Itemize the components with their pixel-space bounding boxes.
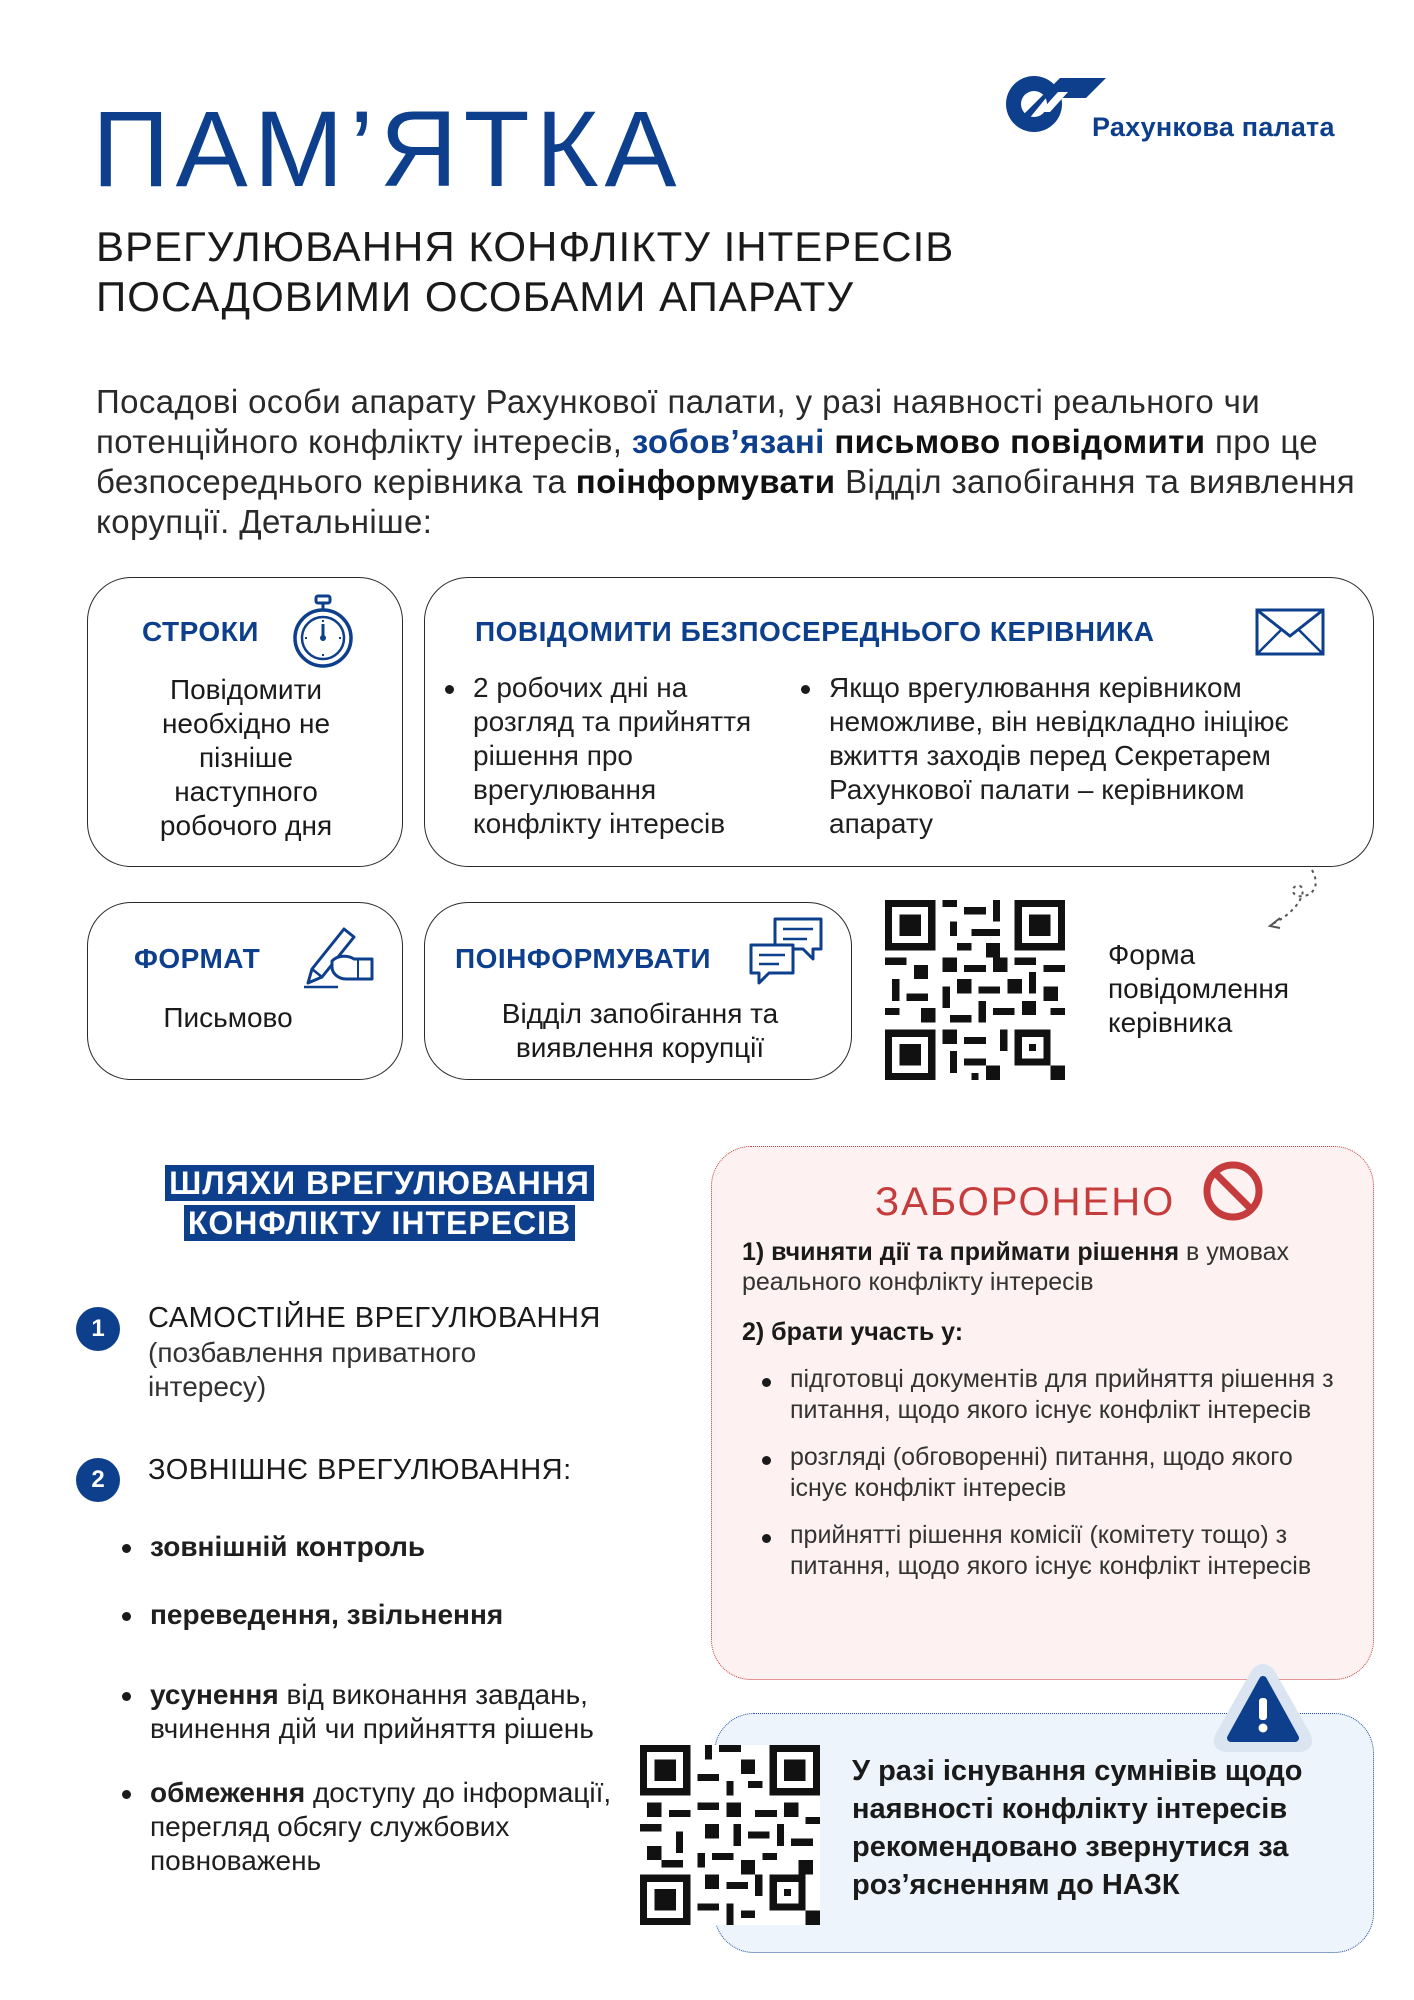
doubt-text: У разі існування сумнівів щодо наявності конфлікту інтересів рекомендовано звернутися за роз’ясненням до НАЗК [852, 1755, 1303, 1901]
prohibited-icon [1202, 1160, 1264, 1222]
terms-text: Повідомити необхідно не пізніше наступного робочого дня [159, 674, 333, 841]
stopwatch-icon [290, 594, 356, 670]
forbidden-point-1-bold: 1) вчиняти дії та приймати рішення [742, 1238, 1180, 1266]
path-self-title: САМОСТІЙНЕ ВРЕГУЛЮВАННЯ [148, 1302, 601, 1334]
list-item [116, 1776, 616, 1878]
number-badge: 1 [76, 1307, 120, 1351]
qr-code-form[interactable] [885, 900, 1065, 1080]
intro-obliged: зобов’язані [631, 423, 825, 460]
intro-notify: письмово повідомити [834, 423, 1206, 460]
warning-icon [1213, 1662, 1313, 1754]
subtitle-line: ВРЕГУЛЮВАННЯ КОНФЛІКТУ ІНТЕРЕСІВ [96, 223, 955, 270]
intro-inform: поінформувати [575, 463, 836, 500]
list-item-text: зовнішній контроль [150, 1531, 426, 1562]
writing-hand-icon [298, 921, 378, 991]
intro-text: про це безпосереднього керівника та [96, 423, 1319, 500]
list-item: 2 робочих дні на розгляд та прийняття рішення про врегулювання конфлікту інтересів [439, 671, 779, 841]
list-item-text: від виконання завдань, вчинення дій чи прийняття рішень [150, 1679, 594, 1744]
chat-bubbles-icon [747, 915, 825, 987]
external-measures-list [116, 1530, 616, 1878]
notify-bullet-list [795, 671, 1355, 841]
curved-arrow-icon [1250, 868, 1340, 948]
list-item [116, 1530, 616, 1564]
list-item [116, 1598, 616, 1632]
notify-bullet-list [439, 671, 779, 841]
paths-heading-line: ШЛЯХИ ВРЕГУЛЮВАННЯ [165, 1165, 594, 1201]
format-title: ФОРМАТ [134, 943, 261, 974]
intro-text: Посадові особи апарату Рахункової палати, у разі наявності реального чи потенційного конфлікту інтересів, [96, 383, 1261, 460]
format-card [87, 902, 403, 1080]
envelope-icon [1255, 608, 1325, 656]
list-item-text: доступу до інформації, перегляд обсягу службових повноважень [150, 1777, 612, 1876]
format-text: Письмово [163, 1002, 293, 1033]
notify-supervisor-card [424, 577, 1374, 867]
logo-text: Рахункова палата [1092, 112, 1335, 142]
forbidden-point-1-text: в умовах реального конфлікту інтересів [742, 1238, 1289, 1296]
forbidden-title: ЗАБОРОНЕНО [875, 1180, 1176, 1224]
intro-space [825, 423, 835, 460]
terms-card [87, 577, 403, 867]
page-title: ПАМ’ЯТКА [92, 88, 683, 209]
list-item-text: переведення, звільнення [150, 1599, 504, 1630]
inform-text: Відділ запобігання та виявлення корупції [501, 998, 779, 1063]
path-self-subtitle: (позбавлення приватного інтересу) [148, 1337, 477, 1402]
forbidden-point-1 [742, 1237, 1342, 1297]
path-external-title: ЗОВНІШНЄ ВРЕГУЛЮВАННЯ: [148, 1454, 572, 1486]
terms-title: СТРОКИ [142, 616, 259, 647]
list-item [116, 1678, 616, 1746]
intro-text: Відділ запобігання та виявлення корупції. Детальніше: [96, 463, 1355, 540]
intro-paragraph [96, 382, 1356, 542]
forbidden-list [756, 1364, 1346, 1582]
forbidden-point-2: 2) брати участь у: [742, 1318, 964, 1346]
number-badge: 2 [76, 1458, 120, 1502]
list-item-bold: обмеження [150, 1777, 306, 1808]
list-item: розгляді (обговоренні) питання, щодо якого існує конфлікт інтересів [756, 1442, 1346, 1504]
inform-card [424, 902, 852, 1080]
qr-code-nazk[interactable] [640, 1745, 820, 1925]
paths-heading-line: КОНФЛІКТУ ІНТЕРЕСІВ [184, 1205, 575, 1241]
page-subtitle [96, 222, 954, 322]
list-item-bold: усунення [150, 1679, 279, 1710]
subtitle-line: ПОСАДОВИМИ ОСОБАМИ АПАРАТУ [96, 273, 855, 320]
list-item: прийнятті рішення комісії (комітету тощо) з питання, щодо якого існує конфлікт інтересів [756, 1520, 1346, 1582]
list-item: Якщо врегулювання керівником неможливе, він невідкладно ініціює вжиття заходів перед Секретарем Рахункової палати – керівником апарату [795, 671, 1355, 841]
list-item: підготовці документів для прийняття рішення з питання, щодо якого існує конфлікт інтересів [756, 1364, 1346, 1426]
notify-title: ПОВІДОМИТИ БЕЗПОСЕРЕДНЬОГО КЕРІВНИКА [475, 616, 1155, 647]
paths-heading [152, 1163, 607, 1243]
qr-form-caption: Форма повідомлення керівника [1108, 939, 1289, 1038]
inform-title: ПОІНФОРМУВАТИ [455, 943, 712, 974]
